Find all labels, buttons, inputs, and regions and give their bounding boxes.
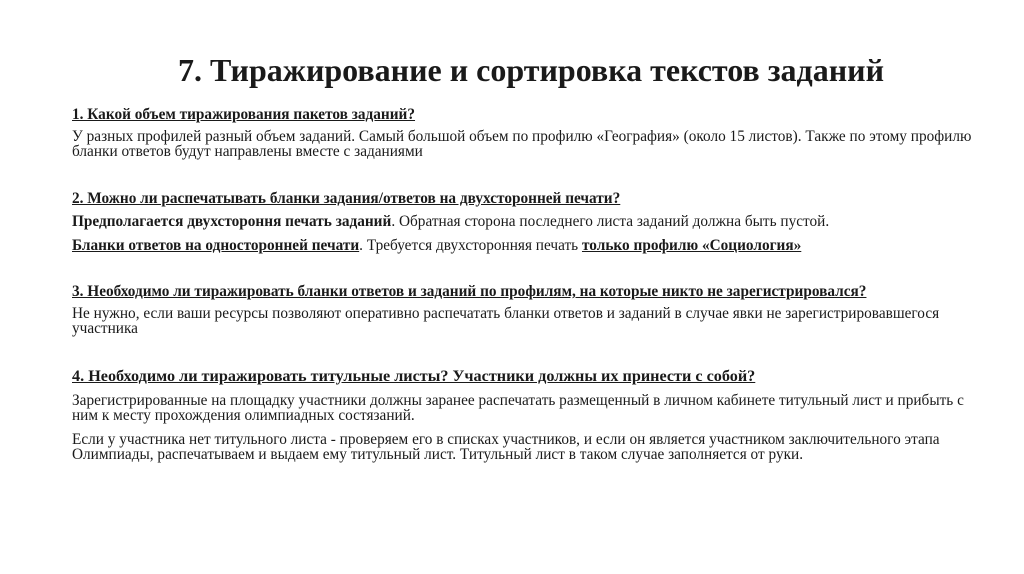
question-3: 3. Необходимо ли тиражировать бланки ответов и заданий по профилям, на которые никто не зарегистрировался? — [72, 283, 867, 300]
answer-2-rest: . Обратная сторона последнего листа заданий должна быть пустой. — [391, 213, 830, 230]
slide-title: 7. Тиражирование и сортировка текстов заданий — [177, 52, 885, 88]
answer-2-middle: . Требуется двухсторонняя печать — [359, 236, 582, 254]
answer-2-bold-lead: Предполагается двухстороння печать заданий — [72, 213, 392, 230]
section-4 — [72, 368, 992, 463]
answer-2-bold-underline-lead: Бланки ответов на односторонней печати — [72, 236, 360, 254]
question-2: 2. Можно ли распечатывать бланки задания/ответов на двухсторонней печати? — [72, 189, 621, 207]
question-4: 4. Необходимо ли тиражировать титульные листы? Участники должны их принести с собой? — [72, 366, 756, 385]
answer-3: Не нужно, если ваши ресурсы позволяют оперативно распечатать бланки ответов и заданий в случае явки не зарегистрировавшегося участника — [72, 304, 940, 337]
answer-1: У разных профилей разный объем заданий. Самый большой объем по профилю «География» (около 15 листов). Также по этому профилю бланки ответов будут направлены вместе с заданиями — [72, 127, 972, 160]
section-3 — [72, 284, 992, 337]
answer-2-bold-underline-tail: только профилю «Социология» — [581, 236, 802, 254]
section-2 — [72, 191, 992, 254]
section-1 — [72, 107, 992, 160]
slide-content — [72, 107, 992, 463]
answer-2-line-1 — [72, 214, 992, 230]
question-1: 1. Какой объем тиражирования пакетов заданий? — [72, 106, 416, 123]
answer-4-paragraph-1: Зарегистрированные на площадку участники должны заранее распечатать размещенный в личном кабинете титульный лист и прибыть с ним к месту прохождения олимпиадных состязаний. — [72, 391, 964, 424]
answer-2-line-2 — [72, 238, 992, 254]
answer-4-paragraph-2: Если у участника нет титульного листа - проверяем его в списках участников, и если он является участником заключительного этапа Олимпиады, распечатываем и выдаем ему титульный лист. Титульный лист в таком случае заполняется от руки. — [72, 430, 940, 463]
